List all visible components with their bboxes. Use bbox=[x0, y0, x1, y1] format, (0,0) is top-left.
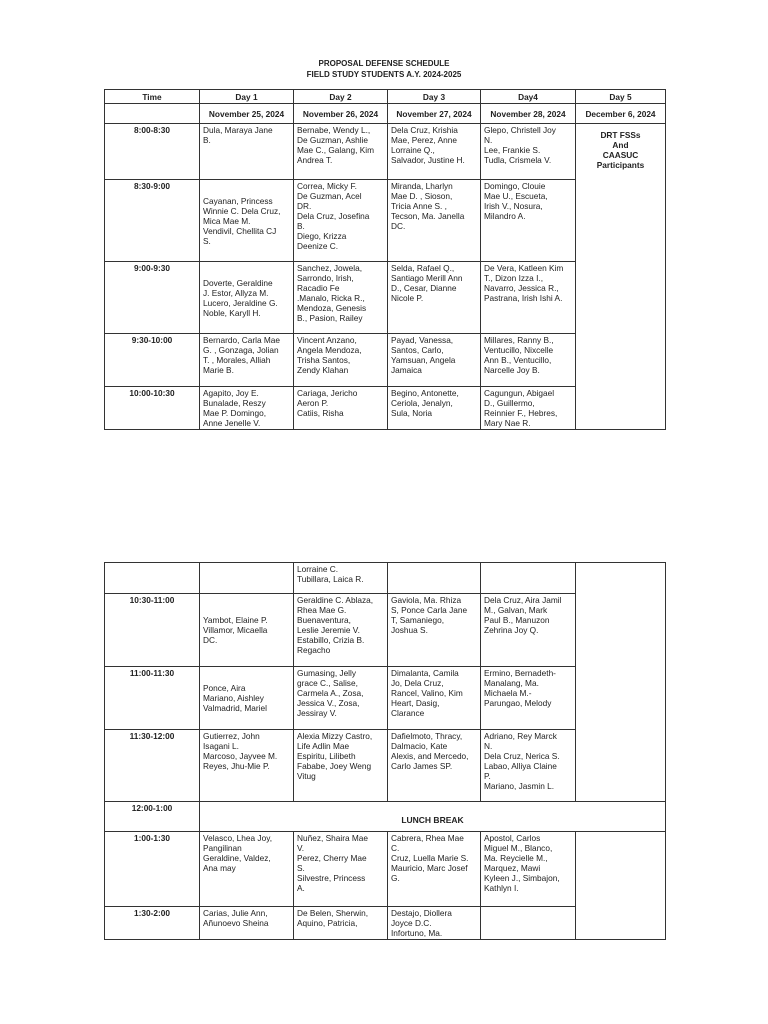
cell-line: Dela Cruz, Krishia bbox=[391, 125, 458, 135]
cell-line: Irish V., Nosura, bbox=[484, 201, 543, 211]
cell-line: Correa, Micky F. bbox=[297, 181, 357, 191]
cell-line: Domingo, Clouie bbox=[484, 181, 546, 191]
cell-line: grace C., Salise, bbox=[297, 678, 358, 688]
time-cell: 12:00-1:00 bbox=[105, 802, 200, 832]
cell-line: Cruz, Luella Marie S. bbox=[391, 853, 469, 863]
day1-cell bbox=[200, 180, 294, 262]
cell-line: Zehrina Joy Q. bbox=[484, 625, 539, 635]
schedule-table-page1 bbox=[104, 89, 666, 430]
cell-line: Destajo, Diollera bbox=[391, 908, 452, 918]
day3-cell bbox=[388, 832, 481, 907]
cell-line: N. bbox=[484, 135, 493, 145]
day2-cell bbox=[294, 907, 388, 940]
cell-line: Cabrera, Rhea Mae bbox=[391, 833, 464, 843]
cell-line: Fababe, Joey Weng bbox=[297, 761, 372, 771]
day3-cell bbox=[388, 387, 481, 430]
cell-line: Añunoevo Sheina bbox=[203, 918, 269, 928]
day4-cell bbox=[481, 124, 576, 180]
cell-line: Dula, Maraya Jane bbox=[203, 125, 273, 135]
cell-line: Mae D. , Sioson, bbox=[391, 191, 453, 201]
time-cell bbox=[105, 563, 200, 594]
cell-line: Lorraine Q., bbox=[391, 145, 435, 155]
cell-line: Begino, Antonette, bbox=[391, 388, 459, 398]
cell-line: Dela Cruz, Josefina bbox=[297, 211, 370, 221]
cell-line: Villamor, Micaella bbox=[203, 625, 268, 635]
cell-line: Cagungun, Abigael bbox=[484, 388, 555, 398]
cell-line: Silvestre, Princess bbox=[297, 873, 366, 883]
cell-line: Racadio Fe bbox=[297, 283, 340, 293]
cell-line: Mauricio, Marc Josef bbox=[391, 863, 468, 873]
cell-line: Life Adlin Mae bbox=[297, 741, 350, 751]
cell-line: Narcelle Joy B. bbox=[484, 365, 540, 375]
col-header-day4: Day4 bbox=[481, 90, 576, 104]
cell-line: Mariano, Jasmin L. bbox=[484, 781, 555, 791]
cell-line: Andrea T. bbox=[297, 155, 333, 165]
day5-cell bbox=[576, 563, 666, 802]
time-cell: 10:00-10:30 bbox=[105, 387, 200, 430]
cell-line: DRT FSSs bbox=[600, 130, 641, 140]
cell-line: Vendivil, Chellita CJ bbox=[203, 225, 277, 236]
day1-cell bbox=[200, 563, 294, 594]
cell-line: Navarro, Jessica R., bbox=[484, 283, 559, 293]
col-header-day3: Day 3 bbox=[388, 90, 481, 104]
date-day1: November 25, 2024 bbox=[200, 104, 294, 124]
day3-cell bbox=[388, 334, 481, 387]
cell-line: Mariano, Aishley bbox=[203, 693, 264, 703]
cell-line: Milandro A. bbox=[484, 211, 526, 221]
cell-line: Buenaventura, bbox=[297, 615, 351, 625]
date-day4: November 28, 2024 bbox=[481, 104, 576, 124]
day1-cell bbox=[200, 594, 294, 667]
day2-cell bbox=[294, 387, 388, 430]
cell-line: P. bbox=[484, 771, 491, 781]
cell-line: D., Guillermo, bbox=[484, 398, 535, 408]
cell-line: Tricia Anne S. , bbox=[391, 201, 447, 211]
time-cell: 9:00-9:30 bbox=[105, 262, 200, 334]
cell-line: Gaviola, Ma. Rhiza bbox=[391, 595, 462, 605]
cell-line: Sula, Noria bbox=[391, 408, 433, 418]
time-cell: 1:30-2:00 bbox=[105, 907, 200, 940]
cell-line: Michaela M.- bbox=[484, 688, 532, 698]
cell-line: Jo, Dela Cruz, bbox=[391, 678, 444, 688]
day2-cell bbox=[294, 180, 388, 262]
cell-line: De Vera, Katleen Kim bbox=[484, 263, 564, 273]
date-empty-cell bbox=[105, 104, 200, 124]
cell-line: Santos, Carlo, bbox=[391, 345, 444, 355]
cell-line: Doverte, Geraldine bbox=[203, 277, 273, 288]
cell-line: Perez, Cherry Mae bbox=[297, 853, 367, 863]
cell-line: Infortuno, Ma. bbox=[391, 928, 443, 938]
time-cell: 8:30-9:00 bbox=[105, 180, 200, 262]
cell-line: Miguel M., Blanco, bbox=[484, 843, 553, 853]
cell-line: Winnie C. Dela Cruz, bbox=[203, 205, 281, 216]
cell-line: Ann B., Ventucillo, bbox=[484, 355, 552, 365]
cell-line: Pastrana, Irish Ishi A. bbox=[484, 293, 563, 303]
cell-line: Kathlyn I. bbox=[484, 883, 519, 893]
time-cell: 11:30-12:00 bbox=[105, 730, 200, 802]
cell-line: Tecson, Ma. Janella bbox=[391, 211, 465, 221]
col-header-time: Time bbox=[105, 90, 200, 104]
cell-line: DR. bbox=[297, 201, 312, 211]
day4-cell bbox=[481, 180, 576, 262]
day4-cell bbox=[481, 262, 576, 334]
cell-line: Apostol, Carlos bbox=[484, 833, 541, 843]
cell-line: Gutierrez, John bbox=[203, 731, 260, 741]
cell-line: Geraldine, Valdez, bbox=[203, 853, 271, 863]
day3-cell bbox=[388, 180, 481, 262]
cell-line: Noble, Karyll H. bbox=[203, 307, 261, 318]
cell-line: Bunalade, Reszy bbox=[203, 398, 266, 408]
cell-line: Bernabe, Wendy L., bbox=[297, 125, 371, 135]
cell-line: Catiis, Risha bbox=[297, 408, 344, 418]
col-header-day5: Day 5 bbox=[576, 90, 666, 104]
header-row bbox=[105, 90, 666, 104]
day1-cell bbox=[200, 262, 294, 334]
cell-line: Heart, Dasig, bbox=[391, 698, 440, 708]
day1-cell bbox=[200, 667, 294, 730]
day4-cell bbox=[481, 563, 576, 594]
cell-line: Ana may bbox=[203, 863, 236, 873]
cell-line: CAASUC bbox=[602, 150, 639, 160]
time-cell: 8:00-8:30 bbox=[105, 124, 200, 180]
cell-line: Ma. Reycielle M., bbox=[484, 853, 548, 863]
cell-line: Carmela A., Zosa, bbox=[297, 688, 364, 698]
cell-line: Alexis, and Mercedo, bbox=[391, 751, 469, 761]
cell-line: Lorraine C. bbox=[297, 564, 339, 574]
day2-cell bbox=[294, 832, 388, 907]
cell-line: Parungao, Melody bbox=[484, 698, 552, 708]
cell-line: Nuñez, Shaira Mae bbox=[297, 833, 369, 843]
schedule-table-page2 bbox=[104, 562, 666, 940]
cell-line: Ventucillo, Nixcelle bbox=[484, 345, 554, 355]
cell-line: Participants bbox=[596, 160, 645, 170]
cell-line: Zendy Klahan bbox=[297, 365, 349, 375]
cell-line: Tudla, Crismela V. bbox=[484, 155, 552, 165]
cell-line: Clarance bbox=[391, 708, 425, 718]
day3-cell bbox=[388, 667, 481, 730]
cell-line: Ponce, Aira bbox=[203, 683, 246, 693]
cell-line: Aeron P. bbox=[297, 398, 329, 408]
cell-line: Payad, Vanessa, bbox=[391, 335, 454, 345]
day3-cell bbox=[388, 594, 481, 667]
col-header-day2: Day 2 bbox=[294, 90, 388, 104]
cell-line: Espiritu, Lilibeth bbox=[297, 751, 356, 761]
day2-cell bbox=[294, 334, 388, 387]
cell-line: T., Dizon Izza I., bbox=[484, 273, 544, 283]
lunch-row bbox=[105, 802, 666, 832]
day4-cell bbox=[481, 594, 576, 667]
cell-line: Mae C., Galang, Kim bbox=[297, 145, 375, 155]
cell-line: G. , Gonzaga, Jolian bbox=[203, 345, 279, 355]
cell-line: Dela Cruz, Nerica S. bbox=[484, 751, 560, 761]
time-cell: 10:30-11:00 bbox=[105, 594, 200, 667]
cell-line: Bernardo, Carla Mae bbox=[203, 335, 281, 345]
cell-line: Vitug bbox=[297, 771, 316, 781]
day4-cell bbox=[481, 387, 576, 430]
cell-line: Trisha Santos, bbox=[297, 355, 351, 365]
cell-line: Jessica V., Zosa, bbox=[297, 698, 360, 708]
day4-cell bbox=[481, 907, 576, 940]
cell-line: Agapito, Joy E. bbox=[203, 388, 259, 398]
cell-line: S. bbox=[297, 863, 305, 873]
cell-line: B. bbox=[203, 135, 211, 145]
cell-line: Alexia Mizzy Castro, bbox=[297, 731, 373, 741]
day4-cell bbox=[481, 730, 576, 802]
cell-line: G. bbox=[391, 873, 400, 883]
continuation-row bbox=[105, 563, 666, 594]
cell-line: Yambot, Elaine P. bbox=[203, 615, 268, 625]
cell-line: And bbox=[612, 140, 629, 150]
cell-line: Reyes, Jhu-Mie P. bbox=[203, 761, 270, 771]
day1-cell bbox=[200, 387, 294, 430]
cell-line: Anne Jenelle V. bbox=[203, 418, 261, 428]
date-day5: December 6, 2024 bbox=[576, 104, 666, 124]
date-row bbox=[105, 104, 666, 124]
cell-line: Aquino, Patricia, bbox=[297, 918, 358, 928]
cell-line: Joyce D.C. bbox=[391, 918, 432, 928]
cell-line: Ceriola, Jenalyn, bbox=[391, 398, 453, 408]
time-cell: 11:00-11:30 bbox=[105, 667, 200, 730]
cell-line: N. bbox=[484, 741, 493, 751]
cell-line: Tubillara, Laica R. bbox=[297, 574, 364, 584]
cell-line: De Guzman, Acel bbox=[297, 191, 362, 201]
cell-line: Rancel, Valino, Kim bbox=[391, 688, 463, 698]
cell-line: Angela Mendoza, bbox=[297, 345, 362, 355]
day3-cell bbox=[388, 124, 481, 180]
cell-line: B., Pasion, Railey bbox=[297, 313, 363, 323]
cell-line: Sarrondo, Irish, bbox=[297, 273, 354, 283]
day3-cell bbox=[388, 262, 481, 334]
day2-cell bbox=[294, 262, 388, 334]
time-cell: 9:30-10:00 bbox=[105, 334, 200, 387]
cell-line: Millares, Ranny B., bbox=[484, 335, 554, 345]
cell-line: B. bbox=[297, 221, 305, 231]
time-cell: 1:00-1:30 bbox=[105, 832, 200, 907]
cell-line: Mae P. Domingo, bbox=[203, 408, 267, 418]
day2-cell bbox=[294, 563, 388, 594]
cell-line: Labao, Alliya Claine bbox=[484, 761, 557, 771]
date-day2: November 26, 2024 bbox=[294, 104, 388, 124]
cell-line: Regacho bbox=[297, 645, 331, 655]
cell-line: DC. bbox=[203, 635, 218, 645]
col-header-day1: Day 1 bbox=[200, 90, 294, 104]
cell-line: Marie B. bbox=[203, 365, 234, 375]
cell-line: Ermino, Bernadeth- bbox=[484, 668, 556, 678]
day2-cell bbox=[294, 667, 388, 730]
cell-line: T. , Morales, Alliah bbox=[203, 355, 271, 365]
cell-line: Carias, Julie Ann, bbox=[203, 908, 268, 918]
cell-line: Nicole P. bbox=[391, 293, 424, 303]
cell-line: Lucero, Jeraldine G. bbox=[203, 297, 278, 308]
cell-line: Selda, Rafael Q., bbox=[391, 263, 455, 273]
cell-line: S. bbox=[203, 235, 211, 246]
schedule-title: PROPOSAL DEFENSE SCHEDULE bbox=[318, 59, 450, 68]
cell-line: Cariaga, Jericho bbox=[297, 388, 358, 398]
day4-cell bbox=[481, 832, 576, 907]
cell-line: De Guzman, Ashlie bbox=[297, 135, 369, 145]
cell-line: .Manalo, Ricka R., bbox=[297, 293, 365, 303]
cell-line: T, Samaniego, bbox=[391, 615, 445, 625]
lunch-break-label: LUNCH BREAK bbox=[200, 802, 666, 832]
cell-line: J. Estor, Allyza M. bbox=[203, 287, 269, 298]
cell-line: M., Galvan, Mark bbox=[484, 605, 548, 615]
day4-cell bbox=[481, 667, 576, 730]
day3-cell bbox=[388, 730, 481, 802]
cell-line: Carlo James SP. bbox=[391, 761, 453, 771]
cell-line: S, Ponce Carla Jane bbox=[391, 605, 468, 615]
cell-line: Santiago Merill Ann bbox=[391, 273, 463, 283]
day5-note-cell bbox=[576, 124, 666, 430]
day1-cell bbox=[200, 124, 294, 180]
cell-line: Paul B., Manuzon bbox=[484, 615, 550, 625]
table-row bbox=[105, 832, 666, 907]
schedule-subtitle: FIELD STUDY STUDENTS A.Y. 2024-2025 bbox=[306, 70, 462, 79]
cell-line: Velasco, Lhea Joy, bbox=[203, 833, 273, 843]
cell-line: Dimalanta, Camila bbox=[391, 668, 459, 678]
day2-cell bbox=[294, 124, 388, 180]
cell-line: Mica Mae M. bbox=[203, 215, 251, 226]
cell-line: Manalang, Ma. bbox=[484, 678, 539, 688]
cell-line: D., Cesar, Dianne bbox=[391, 283, 457, 293]
cell-line: Kyleen J., Simbajon, bbox=[484, 873, 560, 883]
cell-line: De Belen, Sherwin, bbox=[297, 908, 369, 918]
day1-cell bbox=[200, 730, 294, 802]
cell-line: Yamsuan, Angela bbox=[391, 355, 456, 365]
cell-line: Pangilinan bbox=[203, 843, 242, 853]
cell-line: Valmadrid, Mariel bbox=[203, 703, 267, 713]
cell-line: Glepo, Christell Joy bbox=[484, 125, 556, 135]
day5-cell bbox=[576, 832, 666, 940]
cell-line: Mae U., Escueta, bbox=[484, 191, 548, 201]
cell-line: Cayanan, Princess bbox=[203, 195, 273, 206]
cell-line: Sanchez, Jowela, bbox=[297, 263, 363, 273]
cell-line: Diego, Krizza bbox=[297, 231, 347, 241]
day3-cell bbox=[388, 563, 481, 594]
day4-cell bbox=[481, 334, 576, 387]
cell-line: Dela Cruz, Aira Jamil bbox=[484, 595, 562, 605]
cell-line: Marquez, Mawi bbox=[484, 863, 541, 873]
day2-cell bbox=[294, 594, 388, 667]
cell-line: Estabillo, Crizia B. bbox=[297, 635, 365, 645]
cell-line: Lee, Frankie S. bbox=[484, 145, 541, 155]
cell-line: Vincent Anzano, bbox=[297, 335, 357, 345]
cell-line: Mary Nae R. bbox=[484, 418, 531, 428]
cell-line: Isagani L. bbox=[203, 741, 239, 751]
table-row bbox=[105, 124, 666, 180]
cell-line: Mae, Perez, Anne bbox=[391, 135, 457, 145]
cell-line: Miranda, Lharlyn bbox=[391, 181, 453, 191]
cell-line: Marcoso, Jayvee M. bbox=[203, 751, 278, 761]
cell-line: DC. bbox=[391, 221, 406, 231]
cell-line: V. bbox=[297, 843, 305, 853]
cell-line: Rhea Mae G. bbox=[297, 605, 347, 615]
cell-line: Joshua S. bbox=[391, 625, 428, 635]
day1-cell bbox=[200, 907, 294, 940]
cell-line: Gumasing, Jelly bbox=[297, 668, 357, 678]
cell-line: Deenize C. bbox=[297, 241, 339, 251]
cell-line: Jessiray V. bbox=[297, 708, 337, 718]
day1-cell bbox=[200, 334, 294, 387]
cell-line: Leslie Jeremie V. bbox=[297, 625, 360, 635]
cell-line: Salvador, Justine H. bbox=[391, 155, 465, 165]
cell-line: Dalmacio, Kate bbox=[391, 741, 448, 751]
cell-line: Mendoza, Genesis bbox=[297, 303, 367, 313]
cell-line: Geraldine C. Ablaza, bbox=[297, 595, 374, 605]
day2-cell bbox=[294, 730, 388, 802]
day1-cell bbox=[200, 832, 294, 907]
cell-line: A. bbox=[297, 883, 305, 893]
cell-line: Dafielmoto, Thracy, bbox=[391, 731, 463, 741]
cell-line: C. bbox=[391, 843, 400, 853]
cell-line: Reinnier F., Hebres, bbox=[484, 408, 558, 418]
date-day3: November 27, 2024 bbox=[388, 104, 481, 124]
cell-line: Jamaica bbox=[391, 365, 422, 375]
day3-cell bbox=[388, 907, 481, 940]
cell-line: Adriano, Rey Marck bbox=[484, 731, 557, 741]
